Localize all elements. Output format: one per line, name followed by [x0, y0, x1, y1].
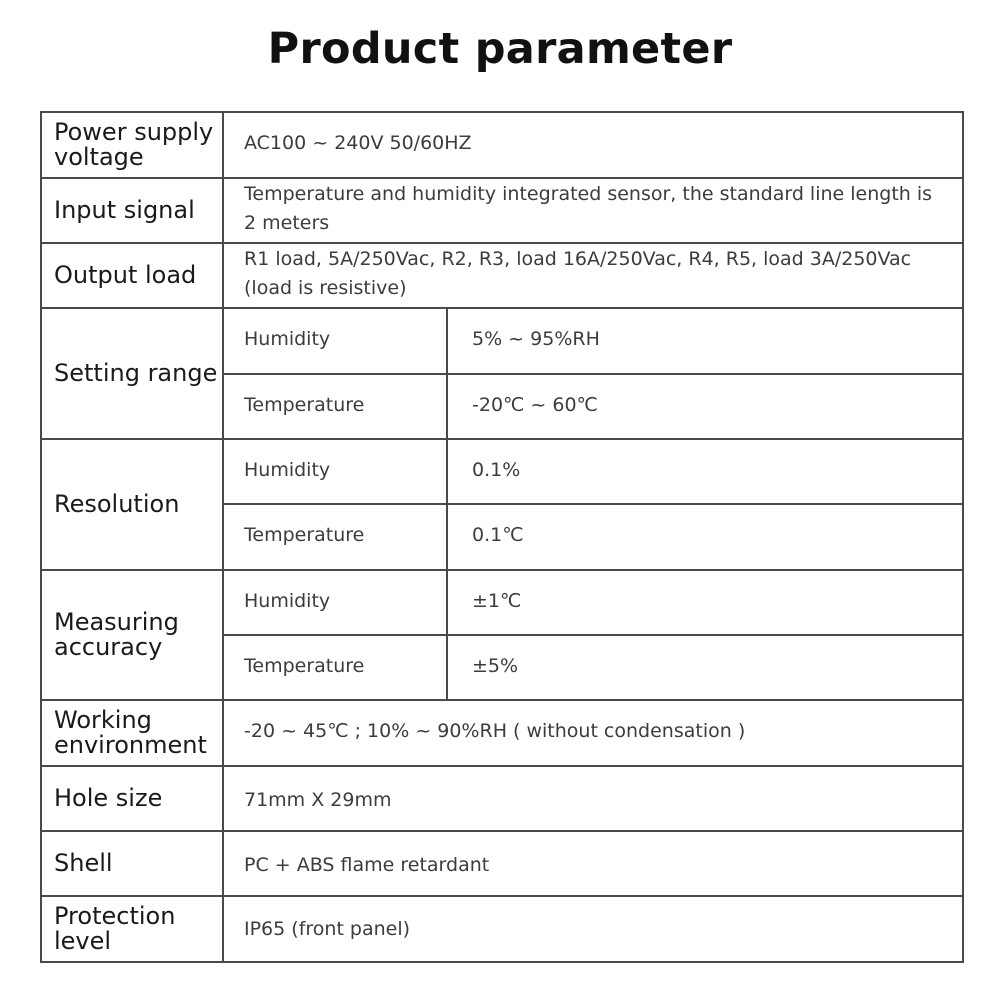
- table-row: [41, 178, 963, 243]
- table-row: [41, 570, 963, 635]
- table-row: [41, 308, 963, 374]
- param-label: Measuring accuracy: [41, 570, 223, 700]
- sub-param-value: ±1℃: [447, 570, 963, 635]
- table-row: [41, 112, 963, 178]
- parameter-table: [40, 111, 964, 963]
- sub-param-value: 0.1%: [447, 439, 963, 504]
- sub-param-value: 5% ~ 95%RH: [447, 308, 963, 374]
- sub-param-label: Temperature: [223, 374, 447, 439]
- param-label: Output load: [41, 243, 223, 308]
- param-label: Resolution: [41, 439, 223, 570]
- sub-param-label: Humidity: [223, 439, 447, 504]
- sub-param-value: ±5%: [447, 635, 963, 700]
- param-label: Protection level: [41, 896, 223, 962]
- sub-param-label: Temperature: [223, 635, 447, 700]
- sub-param-value: -20℃ ~ 60℃: [447, 374, 963, 439]
- sub-param-label: Humidity: [223, 570, 447, 635]
- param-value: -20 ~ 45℃ ; 10% ~ 90%RH ( without condensation ): [223, 700, 963, 766]
- table-row: [41, 766, 963, 831]
- table-row: [41, 243, 963, 308]
- param-label: Shell: [41, 831, 223, 896]
- param-value: R1 load, 5A/250Vac, R2, R3, load 16A/250Vac, R4, R5, load 3A/250Vac (load is resistive): [223, 243, 963, 308]
- sub-param-label: Temperature: [223, 504, 447, 570]
- sub-param-label: Humidity: [223, 308, 447, 374]
- table-row: [41, 700, 963, 766]
- param-label: Setting range: [41, 308, 223, 439]
- table-row: [41, 439, 963, 504]
- table-row: [41, 831, 963, 896]
- param-label: Working environment: [41, 700, 223, 766]
- sub-param-value: 0.1℃: [447, 504, 963, 570]
- param-value: Temperature and humidity integrated sensor, the standard line length is 2 meters: [223, 178, 963, 243]
- param-value: AC100 ~ 240V 50/60HZ: [223, 112, 963, 178]
- page-title: Product parameter: [267, 24, 733, 74]
- param-label: Hole size: [41, 766, 223, 831]
- param-value: 71mm X 29mm: [223, 766, 963, 831]
- param-label: Power supply voltage: [41, 112, 223, 178]
- param-label: Input signal: [41, 178, 223, 243]
- param-value: IP65 (front panel): [223, 896, 963, 962]
- param-value: PC + ABS flame retardant: [223, 831, 963, 896]
- table-row: [41, 896, 963, 962]
